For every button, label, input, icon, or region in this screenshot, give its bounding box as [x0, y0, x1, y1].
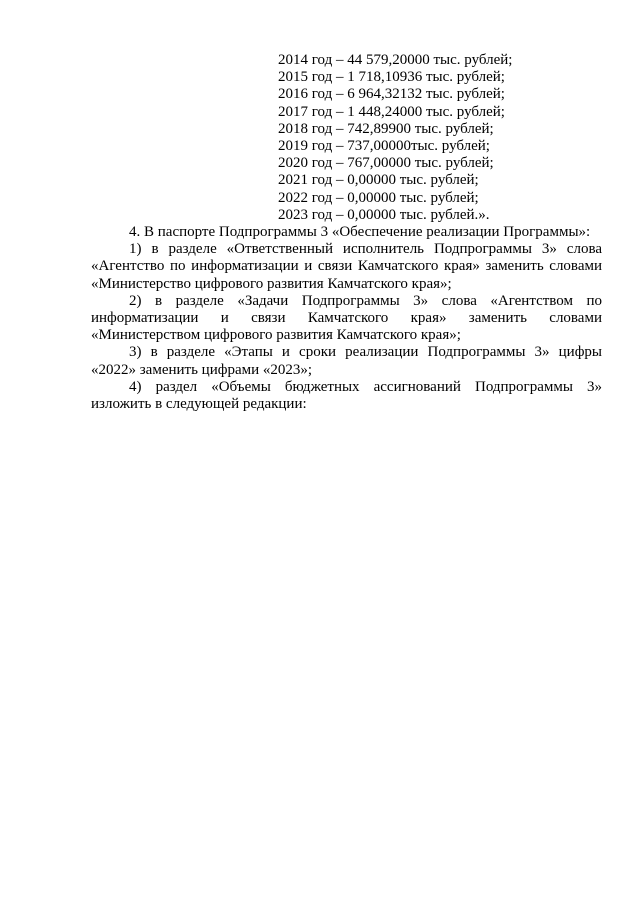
paragraph-subitem-3: 3) в разделе «Этапы и сроки реализации Подпрограммы 3» цифры «2022» заменить цифрами «2023»;	[91, 344, 602, 378]
paragraph-item-4: 4. В паспорте Подпрограммы 3 «Обеспечение реализации Программы»:	[129, 224, 591, 241]
paragraph-subitem-2: 2) в разделе «Задачи Подпрограммы 3» слова «Агентством по информатизации и связи Камчатского края» заменить словами «Министерством цифрового развития Камчатского края»;	[91, 292, 602, 344]
funding-year-line-2021: 2021 год – 0,00000 тыс. рублей;	[278, 172, 479, 189]
funding-year-line-2022: 2022 год – 0,00000 тыс. рублей;	[278, 189, 479, 206]
funding-year-line-2019: 2019 год – 737,00000тыс. рублей;	[278, 138, 490, 155]
funding-year-line-2020: 2020 год – 767,00000 тыс. рублей;	[278, 155, 494, 172]
funding-year-line-2017: 2017 год – 1 448,24000 тыс. рублей;	[278, 103, 505, 120]
funding-year-line-2023: 2023 год – 0,00000 тыс. рублей.».	[278, 206, 490, 223]
funding-by-year-list	[278, 52, 602, 224]
paragraph-subitem-1: 1) в разделе «Ответственный исполнитель Подпрограммы 3» слова «Агентство по информатизации и связи Камчатского края» заменить словами «Министерство цифрового развития Камчатского края»;	[91, 241, 602, 292]
funding-year-line-2015: 2015 год – 1 718,10936 тыс. рублей;	[278, 69, 505, 86]
funding-year-line-2014: 2014 год – 44 579,20000 тыс. рублей;	[278, 52, 513, 68]
document-body	[91, 52, 602, 413]
funding-year-line-2016: 2016 год – 6 964,32132 тыс. рублей;	[278, 86, 505, 103]
funding-year-line-2018: 2018 год – 742,89900 тыс. рублей;	[278, 120, 494, 137]
paragraph-subitem-4: 4) раздел «Объемы бюджетных ассигнований Подпрограммы 3» изложить в следующей редакции:	[91, 378, 602, 413]
